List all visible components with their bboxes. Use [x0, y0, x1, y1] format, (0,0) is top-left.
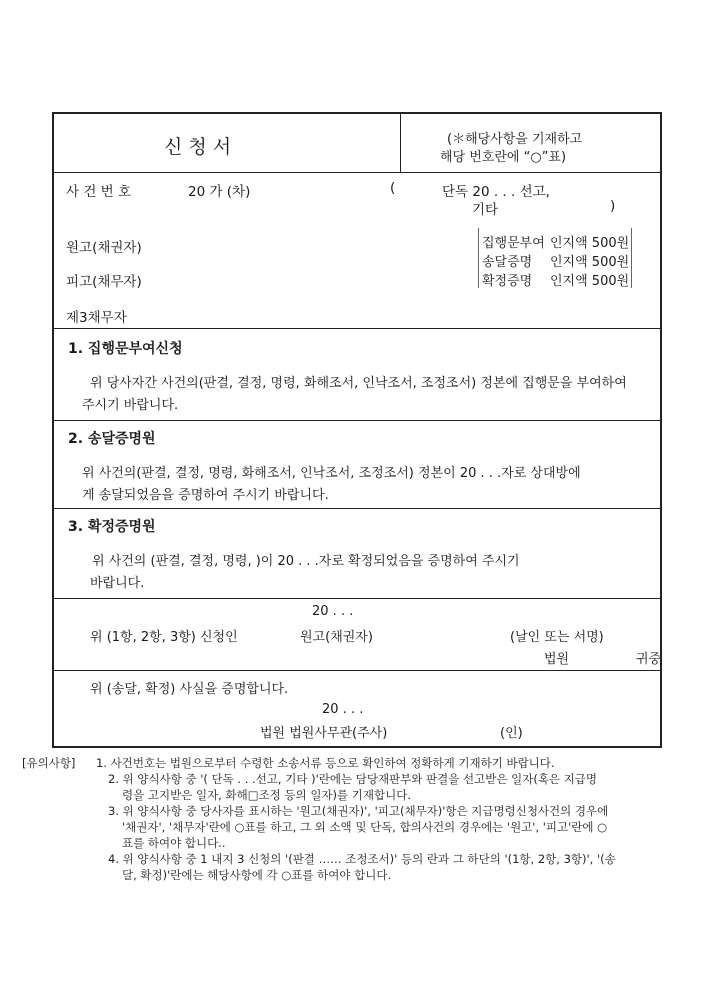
header-bottom-line — [54, 172, 660, 173]
note-line-4: 3. 위 양식사항 중 당사자를 표시하는 '원고(채권자)', '피고(채무자)'항은 지급명령신청사건의 경우에 — [108, 804, 609, 818]
note-line-3: 령을 고지받은 일자, 화해□조정 등의 일자)를 기재합니다. — [122, 788, 411, 802]
section-1-title: 1. 집행문부여신청 — [68, 341, 183, 357]
applicant-bottom-line — [54, 670, 660, 671]
case-number-label: 사 건 번 호 — [66, 184, 132, 200]
case-paren-open: ( — [390, 180, 396, 196]
fee-amount-1: 인지액 500원 — [550, 236, 630, 251]
instruction-line-1: (＊해당사항을 기재하고 — [447, 132, 583, 147]
note-line-7: 4. 위 양식사항 중 1 내지 3 신청의 '(판결 …… 조정조서)' 등의 란과 그 하단의 '(1항, 2항, 3항)', '(송 — [108, 852, 616, 866]
case-paren-close: ) — [610, 198, 616, 214]
header-divider — [400, 114, 401, 172]
certification-text: 위 (송달, 확정) 사실을 증명합니다. — [90, 682, 289, 697]
section-2-body-2: 게 송달되었음을 증명하여 주시기 바랍니다. — [82, 488, 329, 503]
note-line-2: 2. 위 양식사항 중 '( 단독 . . .선고, 기타 )'란에는 담당재판부와 판결을 선고받은 일자(혹은 지급명 — [108, 772, 598, 786]
notes-label: [유의사항] — [22, 756, 76, 770]
parties-bottom-line — [54, 328, 660, 329]
defendant-label: 피고(채무자) — [66, 274, 142, 290]
certification-officer: 법원 법원사무관(주사) — [260, 726, 388, 741]
instruction-line-2: 해당 번호란에 “○”표) — [440, 150, 567, 165]
note-line-8: 달, 확정)'란에는 해당사항에 각 ○표를 하여야 합니다. — [122, 868, 392, 882]
fee-amount-2: 인지액 500원 — [550, 255, 630, 270]
section-1-body-1: 위 당사자간 사건의(판결, 결정, 명령, 화해조서, 인낙조서, 조정조서) 정본에 집행문을 부여하여 — [90, 376, 627, 391]
court-honorific: 귀중 — [636, 652, 662, 667]
case-other: 기타 — [472, 202, 499, 218]
applicant-clause: 위 (1항, 2항, 3항) 신청인 — [90, 630, 238, 645]
section-2-title: 2. 송달증명원 — [68, 431, 156, 447]
section-2-bottom-line — [54, 508, 660, 509]
section-1-bottom-line — [54, 420, 660, 421]
note-line-5: '채권자', '채무자'란에 ○표를 하고, 그 외 소액 및 단독, 합의사건의 경우에는 '원고', '피고'란에 ○ — [122, 820, 608, 834]
certification-date: 20 . . . — [322, 702, 364, 717]
applicant-date: 20 . . . — [312, 604, 354, 619]
applicant-seal: (날인 또는 서명) — [510, 630, 604, 645]
application-form — [52, 112, 662, 748]
plaintiff-label: 원고(채권자) — [66, 240, 142, 256]
section-2-body-1: 위 사건의(판결, 결정, 명령, 화해조서, 인낙조서, 조정조서) 정본이 20 . . .자로 상대방에 — [82, 466, 581, 481]
fee-amount-3: 인지액 500원 — [550, 274, 630, 289]
form-title: 신 청 서 — [164, 136, 232, 158]
section-3-body-2: 바랍니다. — [90, 576, 145, 591]
section-3-body-1: 위 사건의 (판결, 결정, 명령, )이 20 . . .자로 확정되었음을 증명하여 주시기 — [92, 554, 520, 569]
fee-label-1: 집행문부여 — [482, 236, 545, 251]
section-3-bottom-line — [54, 598, 660, 599]
case-single-date: 단독 20 . . . 선고, — [442, 184, 550, 200]
certification-seal: (인) — [500, 726, 523, 741]
case-number-value: 20 가 (차) — [188, 184, 251, 200]
fee-label-3: 확정증명 — [482, 274, 533, 289]
note-line-1: 1. 사건번호는 법원으로부터 수령한 소송서류 등으로 확인하여 정확하게 기재하기 바랍니다. — [96, 756, 555, 770]
note-line-6: 표를 하여야 합니다.. — [122, 836, 226, 850]
applicant-role: 원고(채권자) — [300, 630, 373, 645]
court-label: 법원 — [544, 652, 570, 667]
section-3-title: 3. 확정증명원 — [68, 519, 156, 535]
third-debtor-label: 제3채무자 — [66, 310, 127, 326]
fee-label-2: 송달증명 — [482, 255, 533, 270]
section-1-body-2: 주시기 바랍니다. — [82, 398, 179, 413]
